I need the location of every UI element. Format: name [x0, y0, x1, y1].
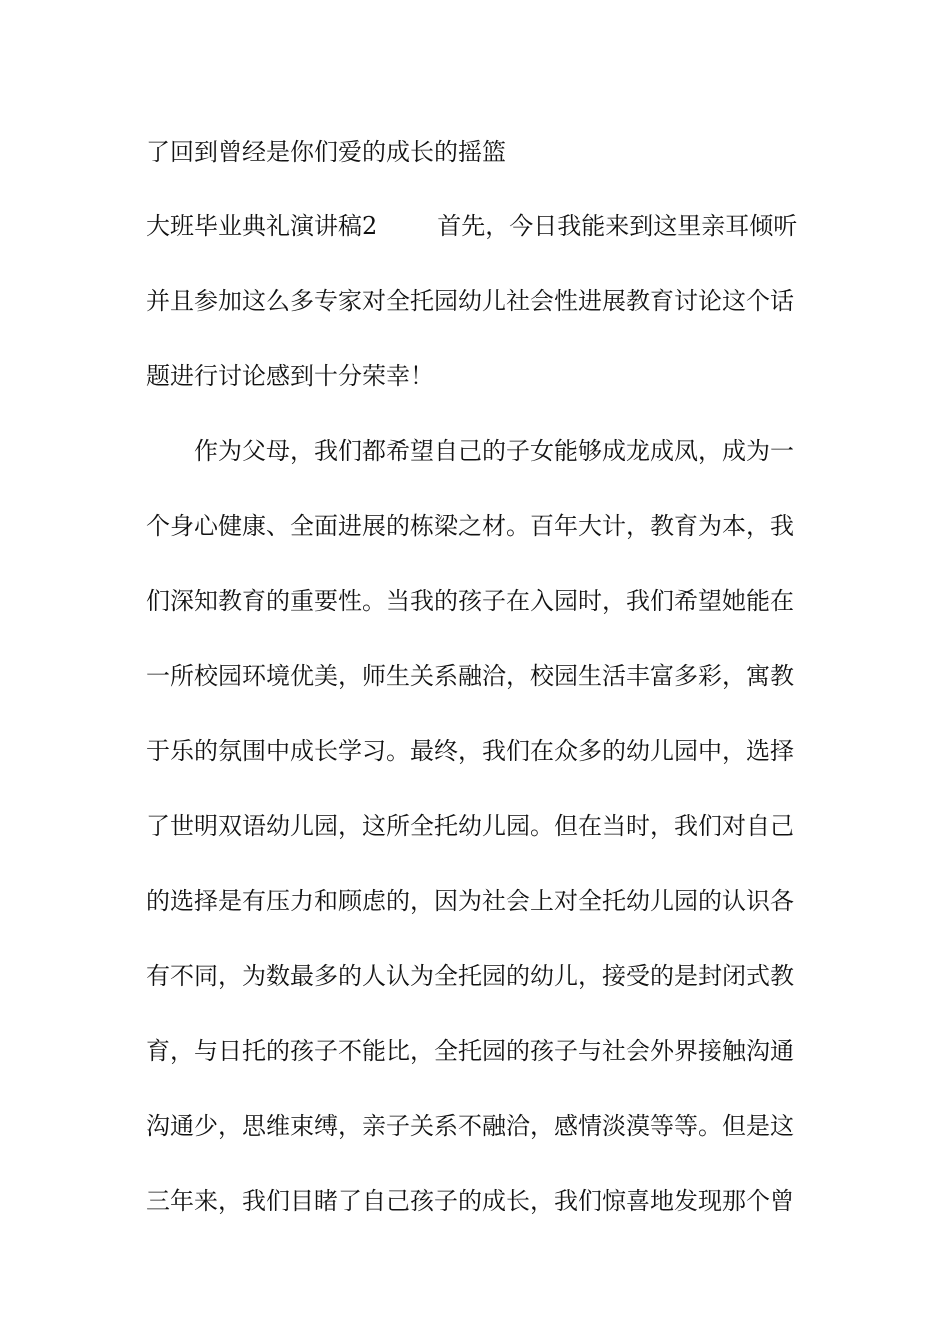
- text-line-8: 一所校园环境优美，师生关系融洽，校园生活丰富多彩，寓教: [146, 662, 794, 690]
- text-line-3: 并且参加这么多专家对全托园幼儿社会性进展教育讨论这个话: [146, 287, 794, 315]
- speech-opening: 首先，今日我能来到这里亲耳倾听: [437, 212, 798, 240]
- text-line-1: 了回到曾经是你们爱的成长的摇篮: [146, 138, 506, 166]
- text-line-13: 育，与日托的孩子不能比，全托园的孩子与社会外界接触沟通: [146, 1037, 794, 1065]
- text-line-15: 三年来，我们目睹了自己孩子的成长，我们惊喜地发现那个曾: [146, 1187, 794, 1215]
- text-line-12: 有不同，为数最多的人认为全托园的幼儿，接受的是封闭式教: [146, 962, 794, 990]
- text-line-11: 的选择是有压力和顾虑的，因为社会上对全托幼儿园的认识各: [146, 887, 794, 915]
- text-line-10: 了世明双语幼儿园，这所全托幼儿园。但在当时，我们对自己: [146, 812, 794, 840]
- text-line-4: 题进行讨论感到十分荣幸！: [146, 362, 434, 390]
- text-line-9: 于乐的氛围中成长学习。最终，我们在众多的幼儿园中，选择: [146, 737, 794, 765]
- speech-title: 大班毕业典礼演讲稿2: [146, 212, 378, 240]
- paragraph-start: 作为父母，我们都希望自己的子女能够成龙成凤，成为一: [194, 437, 794, 465]
- text-line-2: [146, 208, 816, 244]
- text-line-6: 个身心健康、全面进展的栋梁之材。百年大计，教育为本，我: [146, 512, 794, 540]
- text-line-7: 们深知教育的重要性。当我的孩子在入园时，我们希望她能在: [146, 587, 794, 615]
- text-line-14: 沟通少，思维束缚，亲子关系不融洽，感情淡漠等等。但是这: [146, 1112, 794, 1140]
